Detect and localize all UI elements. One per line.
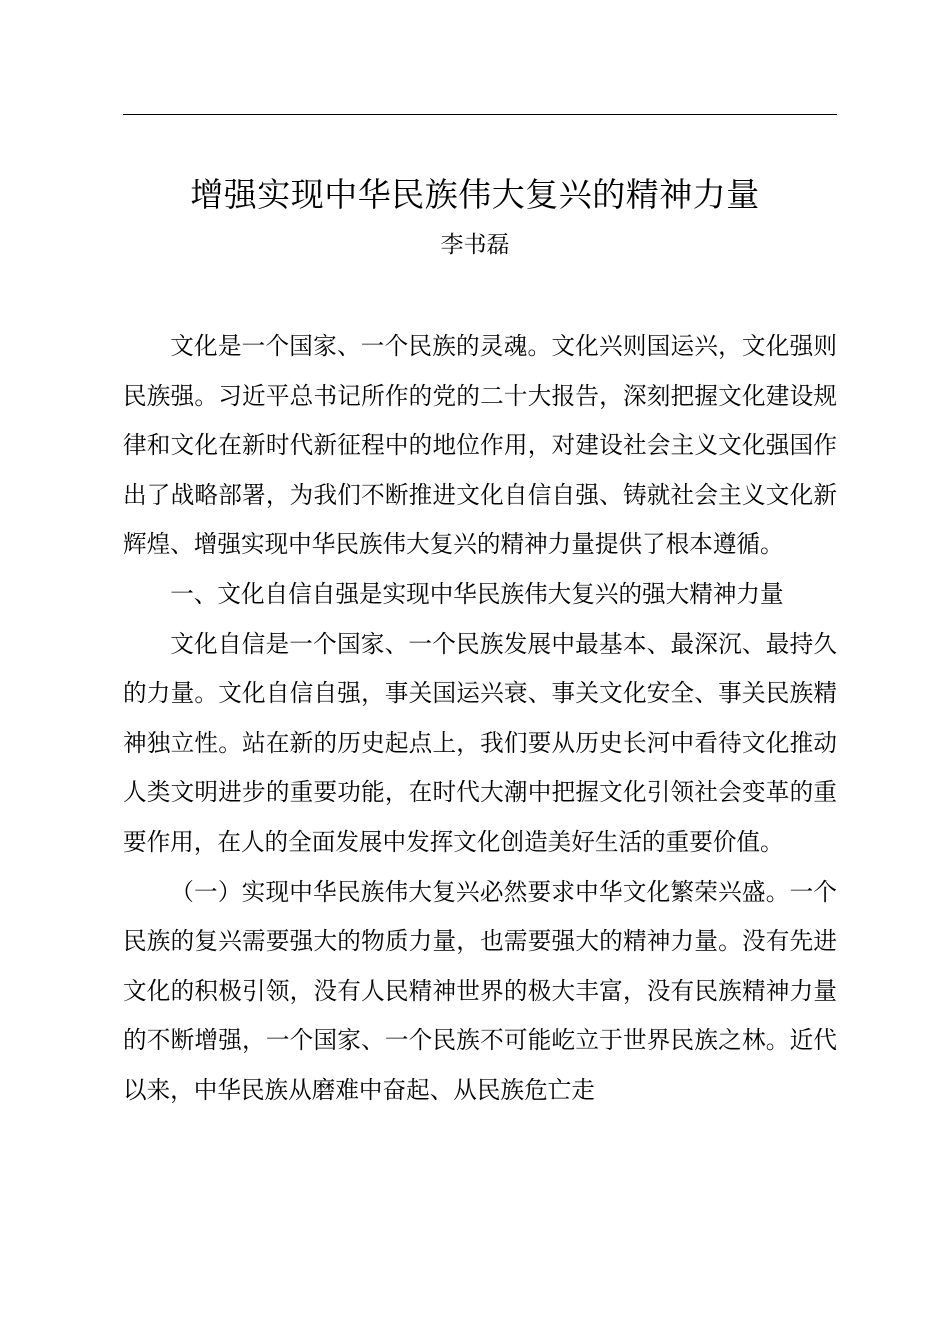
section-heading-1: 一、文化自信自强是实现中华民族伟大复兴的强大精神力量 [170, 579, 784, 608]
document-body [123, 322, 837, 1116]
header-rule [123, 114, 837, 115]
document-author: 李书磊 [440, 232, 510, 258]
document-title: 增强实现中华民族伟大复兴的精神力量 [190, 175, 760, 214]
paragraph-intro: 文化是一个国家、一个民族的灵魂。文化兴则国运兴，文化强则民族强。习近平总书记所作的党的二十大报告，深刻把握文化建设规律和文化在新时代新征程中的地位作用，对建设社会主义文化强国作出了战略部署，为我们不断推进文化自信自强、铸就社会主义文化新辉煌、增强实现中华民族伟大复兴的精神力量提供了根本遵循。 [123, 332, 837, 559]
paragraph-cultural-confidence: 文化自信是一个国家、一个民族发展中最基本、最深沉、最持久的力量。文化自信自强，事关国运兴衰、事关文化安全、事关民族精神独立性。站在新的历史起点上，我们要从历史长河中看待文化推动人类文明进步的重要功能，在时代大潮中把握文化引领社会变革的重要作用，在人的全面发展中发挥文化创造美好生活的重要价值。 [123, 629, 837, 856]
paragraph-subsection-1: （一）实现中华民族伟大复兴必然要求中华文化繁荣兴盛。一个民族的复兴需要强大的物质力量，也需要强大的精神力量。没有先进文化的积极引领，没有人民精神世界的极大丰富，没有民族精神力量的不断增强，一个国家、一个民族不可能屹立于世界民族之林。近代以来，中华民族从磨难中奋起、从民族危亡走 [123, 877, 837, 1104]
